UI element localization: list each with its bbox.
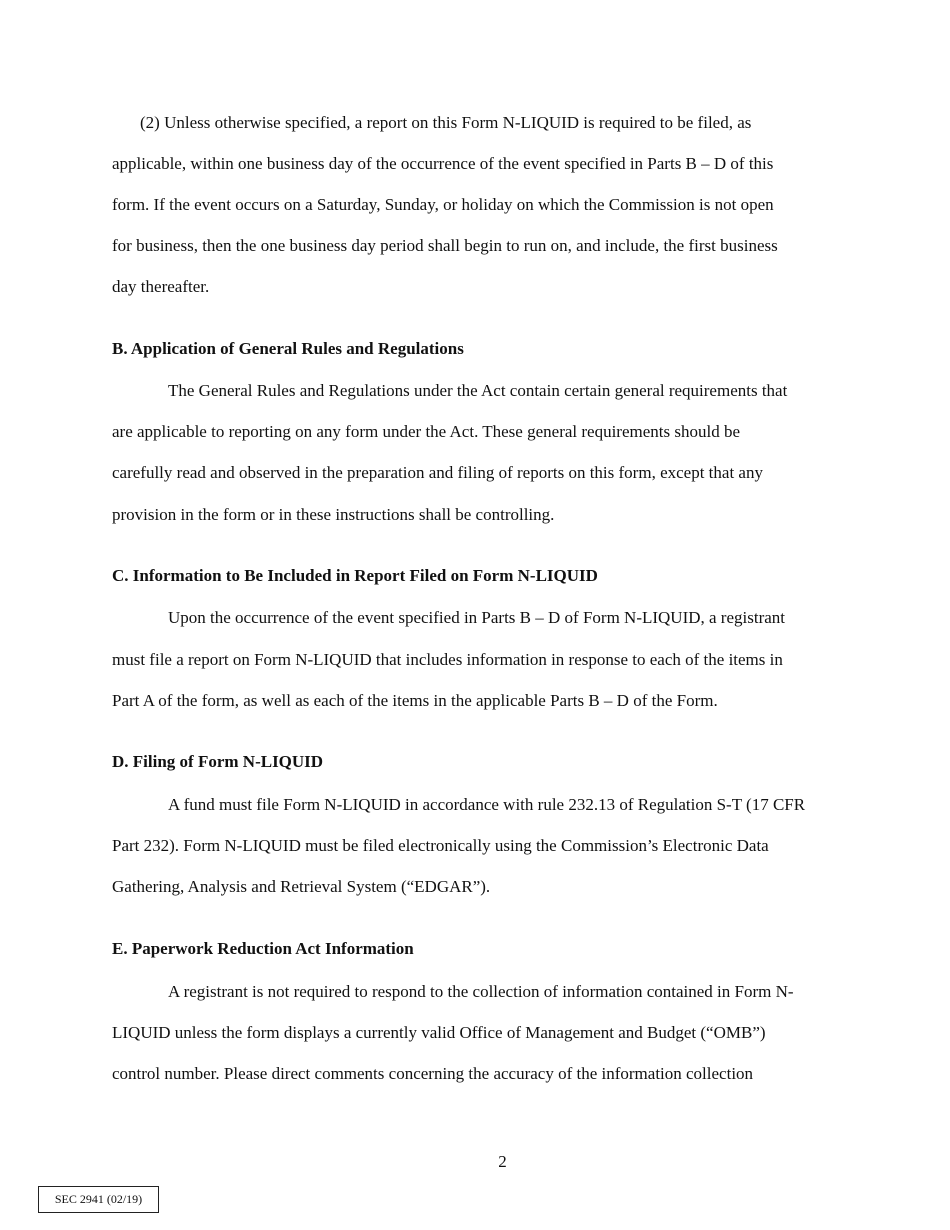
section-e-heading: E. Paperwork Reduction Act Information [112, 939, 414, 958]
section-e-line: control number. Please direct comments concerning the accuracy of the information collection [112, 1064, 754, 1083]
page-number: 2 [498, 1152, 507, 1171]
paragraph-2-line: applicable, within one business day of the occurrence of the event specified in Parts B – D of this [112, 154, 774, 173]
section-b-line: The General Rules and Regulations under the Act contain certain general requirements that [168, 381, 788, 400]
paragraph-2-line: (2) Unless otherwise specified, a report on this Form N-LIQUID is required to be filed, as [140, 113, 752, 132]
section-b-heading: B. Application of General Rules and Regulations [112, 339, 464, 358]
section-d-line: Gathering, Analysis and Retrieval System (“EDGAR”). [112, 877, 491, 896]
form-code-box: SEC 2941 (02/19) [38, 1186, 159, 1213]
paragraph-2-line: day thereafter. [112, 277, 210, 296]
section-c-heading: C. Information to Be Included in Report Filed on Form N-LIQUID [112, 566, 598, 585]
section-e-line: LIQUID unless the form displays a currently valid Office of Management and Budget (“OMB”) [112, 1023, 766, 1042]
section-d-line: Part 232). Form N-LIQUID must be filed electronically using the Commission’s Electronic Data [112, 836, 769, 855]
section-e-line: A registrant is not required to respond to the collection of information contained in Form N- [168, 982, 794, 1001]
section-c-line: must file a report on Form N-LIQUID that includes information in response to each of the items in [112, 650, 783, 669]
paragraph-2-line: form. If the event occurs on a Saturday, Sunday, or holiday on which the Commission is not open [112, 195, 774, 214]
section-d-heading: D. Filing of Form N-LIQUID [112, 752, 324, 771]
section-b-line: are applicable to reporting on any form under the Act. These general requirements should be [112, 422, 740, 441]
section-c-line: Upon the occurrence of the event specified in Parts B – D of Form N-LIQUID, a registrant [168, 608, 786, 627]
section-b-line: carefully read and observed in the preparation and filing of reports on this form, except that any [112, 463, 763, 482]
section-c-line: Part A of the form, as well as each of the items in the applicable Parts B – D of the Form. [112, 691, 718, 710]
paragraph-2-line: for business, then the one business day period shall begin to run on, and include, the first business [112, 236, 778, 255]
section-b-line: provision in the form or in these instructions shall be controlling. [112, 505, 555, 524]
section-d-line: A fund must file Form N-LIQUID in accordance with rule 232.13 of Regulation S-T (17 CFR [168, 795, 806, 814]
